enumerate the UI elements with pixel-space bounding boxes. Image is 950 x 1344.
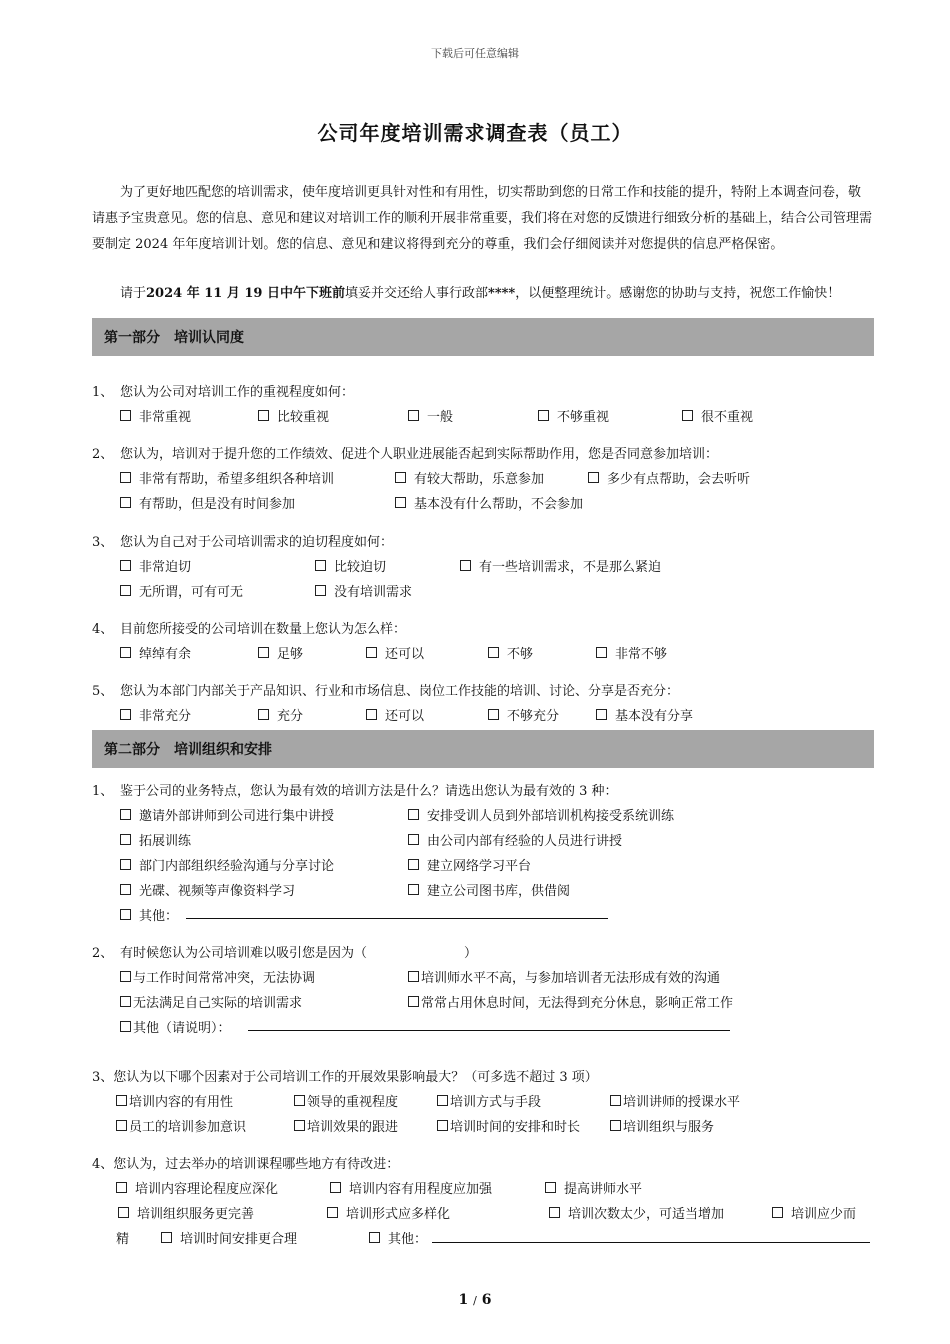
checkbox-icon[interactable] <box>120 497 131 508</box>
checkbox-option[interactable]: 部门内部组织经验沟通与分享讨论 <box>120 855 334 874</box>
checkbox-option[interactable]: 员工的培训参加意识 <box>116 1116 246 1135</box>
checkbox-icon[interactable] <box>116 1095 127 1106</box>
section1-title: 第一部分 培训认同度 <box>104 330 244 346</box>
checkbox-icon[interactable] <box>408 971 419 982</box>
s1-q3-num: 3、 <box>92 535 114 550</box>
checkbox-option[interactable]: 培训应少而 <box>772 1203 856 1222</box>
other-input-line[interactable] <box>432 1242 870 1243</box>
checkbox-icon[interactable] <box>327 1207 338 1218</box>
checkbox-icon[interactable] <box>116 1120 127 1131</box>
s1-q3-text: 您认为自己对于公司培训需求的迫切程度如何： <box>120 535 394 550</box>
checkbox-icon[interactable] <box>258 709 269 720</box>
checkbox-option[interactable]: 领导的重视程度 <box>294 1091 398 1110</box>
intro-paragraph: 为了更好地匹配您的培训需求，使年度培训更具针对性和有用性，切实帮助到您的日常工作和技能的提升，特附上本调查问卷，敬请惠予宝贵意见。您的信息、意见和建议对培训工作的顺利开展非常重要，我们将在对您的反馈进行细致分析的基础上，结合公司管理需要制定 2024 年年度培训计划。您的信息、意见和建议将得到充分的尊重，我们会仔细阅读并对您提供的信息严格保密。 <box>92 185 873 252</box>
checkbox-option[interactable]: 非常充分 <box>120 705 191 724</box>
page-number: 1 / 6 <box>458 1292 492 1308</box>
checkbox-option[interactable]: 无所谓，可有可无 <box>120 581 243 600</box>
checkbox-option[interactable]: 培训次数太少，可适当增加 <box>549 1203 724 1222</box>
checkbox-icon[interactable] <box>120 834 131 845</box>
checkbox-option[interactable]: 有一些培训需求，不是那么紧迫 <box>460 556 661 575</box>
checkbox-option[interactable]: 非常不够 <box>596 643 667 662</box>
checkbox-icon[interactable] <box>294 1095 305 1106</box>
checkbox-option[interactable]: 基本没有分享 <box>596 705 693 724</box>
checkbox-option[interactable]: 拓展训练 <box>120 830 191 849</box>
s1-q2-num: 2、 <box>92 447 114 462</box>
header-note: 下载后可任意编辑 <box>431 47 519 60</box>
checkbox-option[interactable]: 培训内容有用程度应加强 <box>330 1178 492 1197</box>
checkbox-option[interactable]: 其他： <box>369 1228 427 1247</box>
checkbox-icon[interactable] <box>772 1207 783 1218</box>
checkbox-option[interactable]: 安排受训人员到外部培训机构接受系统训练 <box>408 805 674 824</box>
checkbox-icon[interactable] <box>116 1182 127 1193</box>
checkbox-icon[interactable] <box>682 410 693 421</box>
checkbox-icon[interactable] <box>294 1120 305 1131</box>
checkbox-option[interactable]: 非常重视 <box>120 406 191 425</box>
section2-header <box>92 730 874 768</box>
checkbox-icon[interactable] <box>366 709 377 720</box>
checkbox-option[interactable]: 比较迫切 <box>315 556 386 575</box>
checkbox-option[interactable]: 有帮助，但是没有时间参加 <box>120 493 295 512</box>
checkbox-icon[interactable] <box>120 585 131 596</box>
page-title: 公司年度培训需求调查表（员工） <box>317 121 633 145</box>
section1-header <box>92 318 874 356</box>
checkbox-option[interactable]: 培训师水平不高，与参加培训者无法形成有效的沟通 <box>408 967 720 986</box>
checkbox-icon[interactable] <box>545 1182 556 1193</box>
s1-q5-num: 5、 <box>92 684 114 699</box>
checkbox-icon[interactable] <box>258 410 269 421</box>
checkbox-icon[interactable] <box>408 410 419 421</box>
checkbox-icon[interactable] <box>120 709 131 720</box>
checkbox-icon[interactable] <box>610 1120 621 1131</box>
checkbox-option[interactable]: 常常占用休息时间，无法得到充分休息，影响正常工作 <box>408 992 733 1011</box>
checkbox-option[interactable]: 培训时间安排更合理 <box>161 1228 297 1247</box>
checkbox-option[interactable]: 培训组织与服务 <box>610 1116 714 1135</box>
checkbox-option[interactable]: 培训内容理论程度应深化 <box>116 1178 278 1197</box>
checkbox-icon[interactable] <box>488 709 499 720</box>
checkbox-option[interactable]: 很不重视 <box>682 406 753 425</box>
checkbox-icon[interactable] <box>437 1095 448 1106</box>
checkbox-icon[interactable] <box>488 647 499 658</box>
checkbox-icon[interactable] <box>366 647 377 658</box>
checkbox-option[interactable]: 非常迫切 <box>120 556 191 575</box>
checkbox-icon[interactable] <box>315 560 326 571</box>
s2-q2-num: 2、 <box>92 946 114 961</box>
checkbox-icon[interactable] <box>437 1120 448 1131</box>
s2-q4-text: 4、您认为，过去举办的培训课程哪些地方有待改进： <box>92 1157 400 1172</box>
checkbox-option[interactable]: 不够 <box>488 643 533 662</box>
checkbox-icon[interactable] <box>460 560 471 571</box>
checkbox-option[interactable]: 不够重视 <box>538 406 609 425</box>
checkbox-option[interactable]: 无法满足自己实际的培训需求 <box>120 992 302 1011</box>
checkbox-option[interactable]: 其他（请说明）： <box>120 1017 231 1036</box>
s2-q3-text: 3、您认为以下哪个因素对于公司培训工作的开展效果影响最大？（可多选不超过 3 项） <box>92 1070 598 1085</box>
checkbox-option[interactable]: 多少有点帮助，会去听听 <box>588 468 750 487</box>
checkbox-option[interactable]: 光碟、视频等声像资料学习 <box>120 880 295 899</box>
checkbox-icon[interactable] <box>369 1232 380 1243</box>
checkbox-option[interactable]: 其他： <box>120 905 178 924</box>
checkbox-option[interactable]: 培训方式与手段 <box>437 1091 541 1110</box>
s1-q1-text: 您认为公司对培训工作的重视程度如何： <box>120 385 355 400</box>
checkbox-icon[interactable] <box>120 859 131 870</box>
checkbox-option[interactable]: 提高讲师水平 <box>545 1178 642 1197</box>
s2-q2-text-end: ） <box>464 946 478 961</box>
checkbox-option[interactable]: 基本没有什么帮助，不会参加 <box>395 493 583 512</box>
checkbox-icon[interactable] <box>538 410 549 421</box>
s1-q4-text: 目前您所接受的公司培训在数量上您认为怎么样： <box>120 622 407 637</box>
checkbox-option[interactable]: 邀请外部讲师到公司进行集中讲授 <box>120 805 334 824</box>
checkbox-icon[interactable] <box>120 560 131 571</box>
checkbox-option[interactable]: 充分 <box>258 705 303 724</box>
checkbox-option[interactable]: 还可以 <box>366 705 424 724</box>
deadline-text: 2024 年 11 月 19 日中午下班前 <box>146 286 346 301</box>
checkbox-option[interactable]: 一般 <box>408 406 453 425</box>
checkbox-icon[interactable] <box>596 647 607 658</box>
checkbox-icon[interactable] <box>549 1207 560 1218</box>
intro-deadline-paragraph: 请于2024 年 11 月 19 日中午下班前填妥并交还给人事行政部****，以便整理统计。感谢您的协助与支持，祝您工作愉快！ <box>120 286 841 301</box>
s1-q1-num: 1、 <box>92 385 114 400</box>
checkbox-icon[interactable] <box>596 709 607 720</box>
checkbox-icon[interactable] <box>120 1021 131 1032</box>
checkbox-option[interactable]: 还可以 <box>366 643 424 662</box>
checkbox-option[interactable]: 有较大帮助，乐意参加 <box>395 468 544 487</box>
other-input-line[interactable] <box>248 1030 730 1031</box>
checkbox-option[interactable]: 培训讲师的授课水平 <box>610 1091 740 1110</box>
s2-q1-num: 1、 <box>92 784 114 799</box>
checkbox-icon[interactable] <box>408 859 419 870</box>
checkbox-option[interactable]: 培训组织服务更完善 <box>118 1203 254 1222</box>
checkbox-option[interactable]: 建立网络学习平台 <box>408 855 531 874</box>
checkbox-option[interactable]: 培训形式应多样化 <box>327 1203 450 1222</box>
s1-q5-text: 您认为本部门内部关于产品知识、行业和市场信息、岗位工作技能的培训、讨论、分享是否充分： <box>120 684 680 699</box>
checkbox-option[interactable]: 建立公司图书库，供借阅 <box>408 880 570 899</box>
checkbox-icon[interactable] <box>120 884 131 895</box>
checkbox-icon[interactable] <box>395 472 406 483</box>
checkbox-icon[interactable] <box>258 647 269 658</box>
checkbox-icon[interactable] <box>120 809 131 820</box>
checkbox-option[interactable]: 比较重视 <box>258 406 329 425</box>
s1-q2-text: 您认为，培训对于提升您的工作绩效、促进个人职业进展能否起到实际帮助作用，您是否同意参加培训： <box>120 447 719 462</box>
checkbox-icon[interactable] <box>120 996 131 1007</box>
s1-q4-num: 4、 <box>92 622 114 637</box>
checkbox-option[interactable]: 由公司内部有经验的人员进行讲授 <box>408 830 622 849</box>
checkbox-icon[interactable] <box>395 497 406 508</box>
checkbox-icon[interactable] <box>330 1182 341 1193</box>
checkbox-icon[interactable] <box>120 472 131 483</box>
checkbox-icon[interactable] <box>408 834 419 845</box>
checkbox-icon[interactable] <box>120 410 131 421</box>
checkbox-icon[interactable] <box>588 472 599 483</box>
other-input-line[interactable] <box>186 918 608 919</box>
checkbox-option[interactable]: 与工作时间常常冲突，无法协调 <box>120 967 315 986</box>
checkbox-icon[interactable] <box>315 585 326 596</box>
checkbox-option[interactable]: 非常有帮助，希望多组织各种培训 <box>120 468 334 487</box>
section2-title: 第二部分 培训组织和安排 <box>104 742 272 758</box>
checkbox-icon[interactable] <box>610 1095 621 1106</box>
checkbox-option[interactable]: 培训内容的有用性 <box>116 1091 233 1110</box>
checkbox-icon[interactable] <box>120 909 131 920</box>
checkbox-option[interactable]: 不够充分 <box>488 705 559 724</box>
checkbox-icon[interactable] <box>120 647 131 658</box>
option-continuation: 精 <box>116 1232 130 1247</box>
checkbox-option[interactable]: 培训时间的安排和时长 <box>437 1116 580 1135</box>
checkbox-option[interactable]: 足够 <box>258 643 303 662</box>
s2-q2-text: 有时候您认为公司培训难以吸引您是因为（ <box>120 946 368 961</box>
s2-q1-text: 鉴于公司的业务特点，您认为最有效的培训方法是什么？请选出您认为最有效的 3 种： <box>120 784 618 799</box>
checkbox-icon[interactable] <box>161 1232 172 1243</box>
checkbox-icon[interactable] <box>408 809 419 820</box>
checkbox-icon[interactable] <box>118 1207 129 1218</box>
checkbox-icon[interactable] <box>408 884 419 895</box>
checkbox-option[interactable]: 培训效果的跟进 <box>294 1116 398 1135</box>
checkbox-icon[interactable] <box>120 971 131 982</box>
checkbox-icon[interactable] <box>408 996 419 1007</box>
checkbox-option[interactable]: 没有培训需求 <box>315 581 412 600</box>
checkbox-option[interactable]: 绰绰有余 <box>120 643 191 662</box>
